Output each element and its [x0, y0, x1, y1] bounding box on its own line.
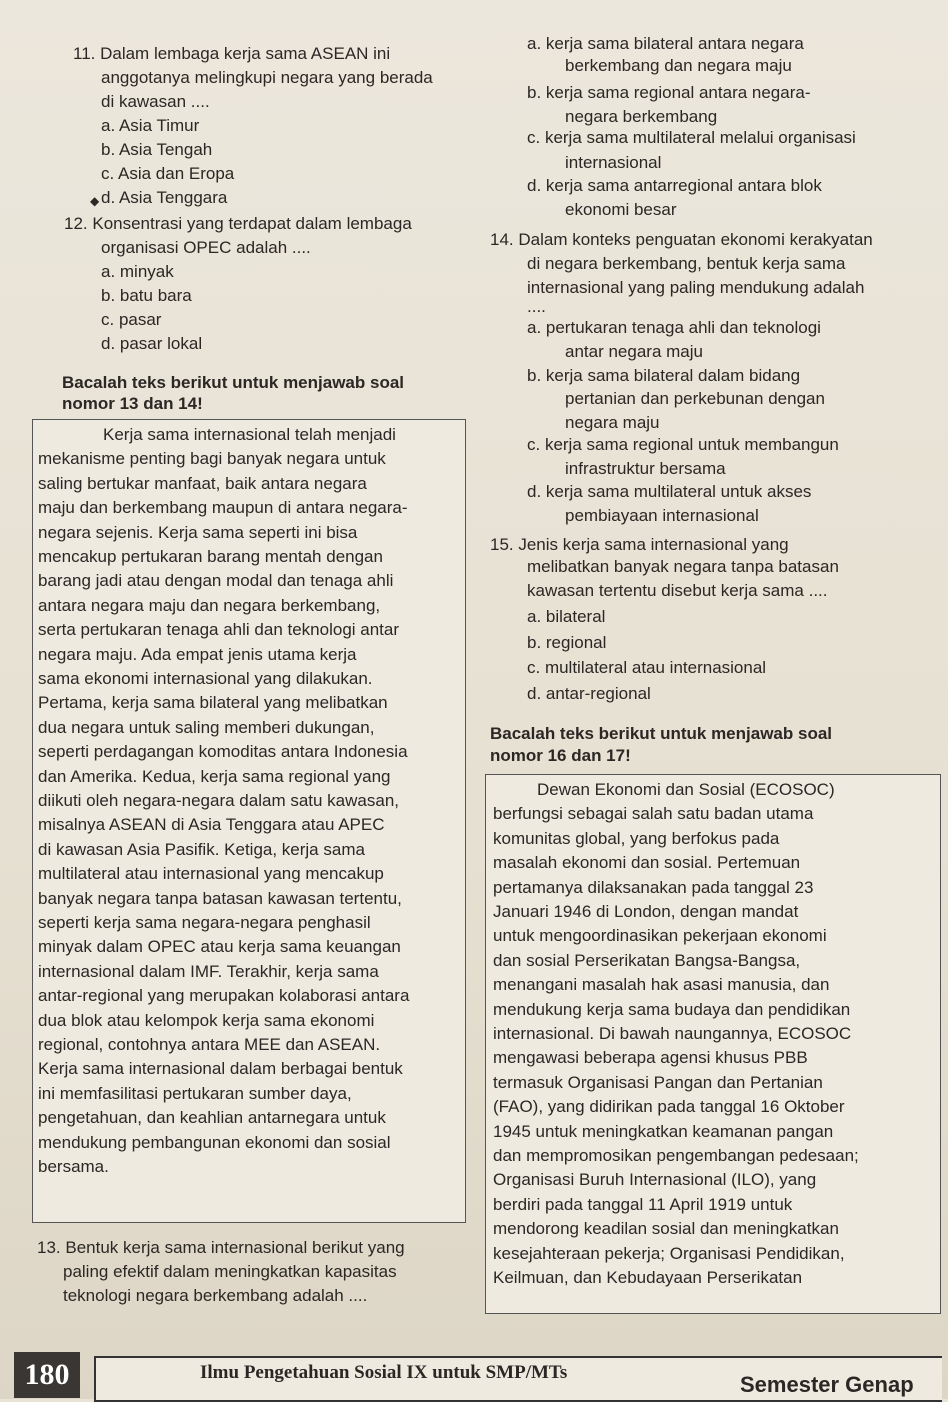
passage-2-line: masalah ekonomi dan sosial. Pertemuan	[493, 853, 801, 873]
passage-2-line: Januari 1946 di London, dengan mandat	[493, 902, 799, 921]
page-number: 180	[14, 1352, 80, 1398]
passage-2-line: dan mempromosikan pengembangan pedesaan;	[493, 1146, 859, 1165]
passage-2-line: Keilmuan, dan Kebudayaan Perserikatan	[493, 1268, 803, 1287]
q14-option-a-cont: antar negara maju	[565, 342, 703, 361]
passage-1-line: diikuti oleh negara-negara dalam satu kawasan,	[38, 791, 400, 810]
q14-option-b-cont: pertanian dan perkebunan dengan	[565, 389, 825, 408]
passage-1-line: regional, contohnya antara MEE dan ASEAN.	[38, 1035, 381, 1054]
q15-stem-3: kawasan tertentu disebut kerja sama ....	[527, 581, 828, 600]
passage-1-line: ini memfasilitasi pertukaran sumber daya,	[38, 1083, 352, 1103]
q15-option-a: a. bilateral	[527, 607, 606, 626]
passage-1-line: Pertama, kerja sama bilateral yang melibatkan	[38, 693, 388, 713]
prev-option-a: a. kerja sama bilateral antara negara	[527, 34, 804, 53]
passage-1-line: dua blok atau kelompok kerja sama ekonomi	[38, 1010, 375, 1030]
q15-stem-2: melibatkan banyak negara tanpa batasan	[527, 557, 839, 576]
passage-1-line: di kawasan Asia Pasifik. Ketiga, kerja sama	[38, 839, 365, 859]
q12-stem-1: 12. Konsentrasi yang terdapat dalam lembaga	[64, 214, 412, 233]
passage-1-line: banyak negara tanpa batasan kawasan tertentu,	[38, 888, 402, 908]
passage-2-line: mendukung kerja sama budaya dan pendidikan	[493, 999, 851, 1019]
passage-2-line: komunitas global, yang berfokus pada	[493, 828, 780, 848]
passage-1-line: barang jadi atau dengan modal dan tenaga ahli	[38, 571, 394, 591]
passage-1-line: Kerja sama internasional dalam berbagai bentuk	[38, 1059, 403, 1079]
q15-option-b: b. regional	[527, 633, 607, 652]
passage-1-line: mencakup pertukaran barang mentah dengan	[38, 547, 383, 566]
passage-1-line: dan Amerika. Kedua, kerja sama regional yang	[38, 766, 391, 786]
passage-2-line: menangani masalah hak asasi manusia, dan	[493, 975, 830, 995]
passage-1-line: Kerja sama internasional telah menjadi	[103, 425, 396, 444]
passage-2-line: Organisasi Buruh Internasional (ILO), yang	[493, 1170, 817, 1190]
q14-option-c-cont: infrastruktur bersama	[565, 459, 726, 478]
passage-2-line: 1945 untuk meningkatkan keamanan pangan	[493, 1121, 834, 1141]
q13-stem-1: 13. Bentuk kerja sama internasional berikut yang	[37, 1238, 405, 1257]
passage-2-line: termasuk Organisasi Pangan dan Pertanian	[493, 1072, 823, 1092]
q11-option-c: c. Asia dan Eropa	[101, 164, 235, 183]
passage-1-line: seperti kerja sama negara-negara penghasil	[38, 913, 371, 932]
passage-2-line: untuk mengoordinasikan pekerjaan ekonomi	[493, 926, 827, 946]
q14-option-c: c. kerja sama regional untuk membangun	[527, 435, 839, 454]
q12-option-d: d. pasar lokal	[101, 334, 203, 353]
q11-stem-1: 11. Dalam lembaga kerja sama ASEAN ini	[73, 44, 391, 63]
passage-1-line: serta pertukaran tenaga ahli dan teknologi antar	[38, 620, 400, 640]
q14-option-b: b. kerja sama bilateral dalam bidang	[527, 366, 801, 385]
q14-stem-2: di negara berkembang, bentuk kerja sama	[527, 254, 846, 273]
passage-1-line: dua negara untuk saling memberi dukungan,	[38, 717, 375, 737]
passage-2-line: mendorong keadilan sosial dan meningkatkan	[493, 1219, 839, 1239]
passage-2-line: berfungsi sebagai salah satu badan utama	[493, 804, 814, 824]
passage-1-line: maju dan berkembang maupun di antara negara-	[38, 498, 408, 518]
passage-1-line: misalnya ASEAN di Asia Tenggara atau APEC	[38, 815, 385, 835]
q11-stem-2: anggotanya melingkupi negara yang berada	[101, 68, 433, 87]
pen-mark-icon: ◆	[90, 194, 100, 208]
instruction-13-14-line1: Bacalah teks berikut untuk menjawab soal	[62, 373, 405, 392]
prev-option-d: d. kerja sama antarregional antara blok	[527, 176, 822, 195]
passage-1-line: multilateral atau internasional yang mencakup	[38, 864, 384, 884]
q14-option-d: d. kerja sama multilateral untuk akses	[527, 482, 812, 501]
passage-1-line: pengetahuan, dan keahlian antarnegara untuk	[38, 1108, 386, 1128]
q11-option-a: a. Asia Timur	[101, 116, 200, 135]
instruction-16-17-line1: Bacalah teks berikut untuk menjawab soal	[490, 724, 833, 743]
passage-2-line: internasional. Di bawah naungannya, ECOSOC	[493, 1024, 852, 1043]
passage-2-line: berdiri pada tanggal 11 April 1919 untuk	[493, 1194, 793, 1214]
passage-1-line: mekanisme penting bagi banyak negara untuk	[38, 449, 386, 469]
q15-option-d: d. antar-regional	[527, 684, 651, 703]
passage-2-line: Dewan Ekonomi dan Sosial (ECOSOC)	[537, 780, 835, 799]
passage-2-line: mengawasi beberapa agensi khusus PBB	[493, 1048, 808, 1068]
q11-option-b: b. Asia Tengah	[101, 140, 213, 159]
q12-option-b: b. batu bara	[101, 286, 192, 305]
q11-stem-3: di kawasan ....	[101, 92, 210, 111]
passage-1-line: saling bertukar manfaat, baik antara negara	[38, 473, 367, 493]
passage-2-line: dan sosial Perserikatan Bangsa-Bangsa,	[493, 950, 801, 970]
semester-label: Semester Genap	[740, 1372, 914, 1397]
passage-2-line: (FAO), yang didirikan pada tanggal 16 Oktober	[493, 1097, 845, 1117]
prev-option-d-cont: ekonomi besar	[565, 200, 677, 219]
q13-stem-3: teknologi negara berkembang adalah ....	[63, 1286, 368, 1305]
prev-option-c-cont: internasional	[565, 153, 662, 172]
instruction-13-14-line2: nomor 13 dan 14!	[62, 394, 203, 413]
prev-option-b-cont: negara berkembang	[565, 107, 718, 126]
passage-1-line: mendukung pembangunan ekonomi dan sosial	[38, 1132, 391, 1152]
passage-2-line: pertamanya dilaksanakan pada tanggal 23	[493, 877, 814, 897]
q12-option-c: c. pasar	[101, 310, 162, 329]
q14-option-b-cont2: negara maju	[565, 413, 660, 432]
q15-stem-1: 15. Jenis kerja sama internasional yang	[490, 535, 789, 554]
book-title: Ilmu Pengetahuan Sosial IX untuk SMP/MTs	[200, 1362, 568, 1383]
q13-stem-2: paling efektif dalam meningkatkan kapasitas	[63, 1262, 397, 1281]
prev-option-a-cont: berkembang dan negara maju	[565, 56, 792, 75]
passage-1-line: sama ekonomi internasional yang dilakukan.	[38, 669, 373, 688]
prev-option-b: b. kerja sama regional antara negara-	[527, 83, 811, 102]
passage-2-line: kesejahteraan pekerja; Organisasi Pendidikan,	[493, 1243, 845, 1263]
q14-stem-4: ....	[527, 297, 546, 316]
q14-option-d-cont: pembiayaan internasional	[565, 506, 759, 525]
q12-stem-2: organisasi OPEC adalah ....	[101, 238, 311, 257]
passage-1-line: minyak dalam OPEC atau kerja sama keuangan	[38, 937, 401, 957]
passage-1-line: antara negara maju dan negara berkembang,	[38, 595, 381, 615]
q14-stem-1: 14. Dalam konteks penguatan ekonomi kerakyatan	[490, 230, 873, 249]
q15-option-c: c. multilateral atau internasional	[527, 658, 767, 677]
passage-1-line: internasional dalam IMF. Terakhir, kerja sama	[38, 961, 379, 981]
passage-1-line: bersama.	[38, 1157, 109, 1176]
instruction-16-17-line2: nomor 16 dan 17!	[490, 746, 631, 765]
q14-stem-3: internasional yang paling mendukung adalah	[527, 278, 865, 297]
q14-option-a: a. pertukaran tenaga ahli dan teknologi	[527, 318, 821, 337]
passage-1-line: seperti perdagangan komoditas antara Indonesia	[38, 742, 408, 762]
prev-option-c: c. kerja sama multilateral melalui organisasi	[527, 128, 856, 147]
passage-1-line: negara maju. Ada empat jenis utama kerja	[38, 644, 357, 664]
passage-1-line: antar-regional yang merupakan kolaborasi antara	[38, 986, 410, 1006]
passage-1-line: negara sejenis. Kerja sama seperti ini bisa	[38, 522, 358, 542]
q11-option-d: d. Asia Tenggara	[101, 188, 228, 207]
q12-option-a: a. minyak	[101, 262, 174, 281]
